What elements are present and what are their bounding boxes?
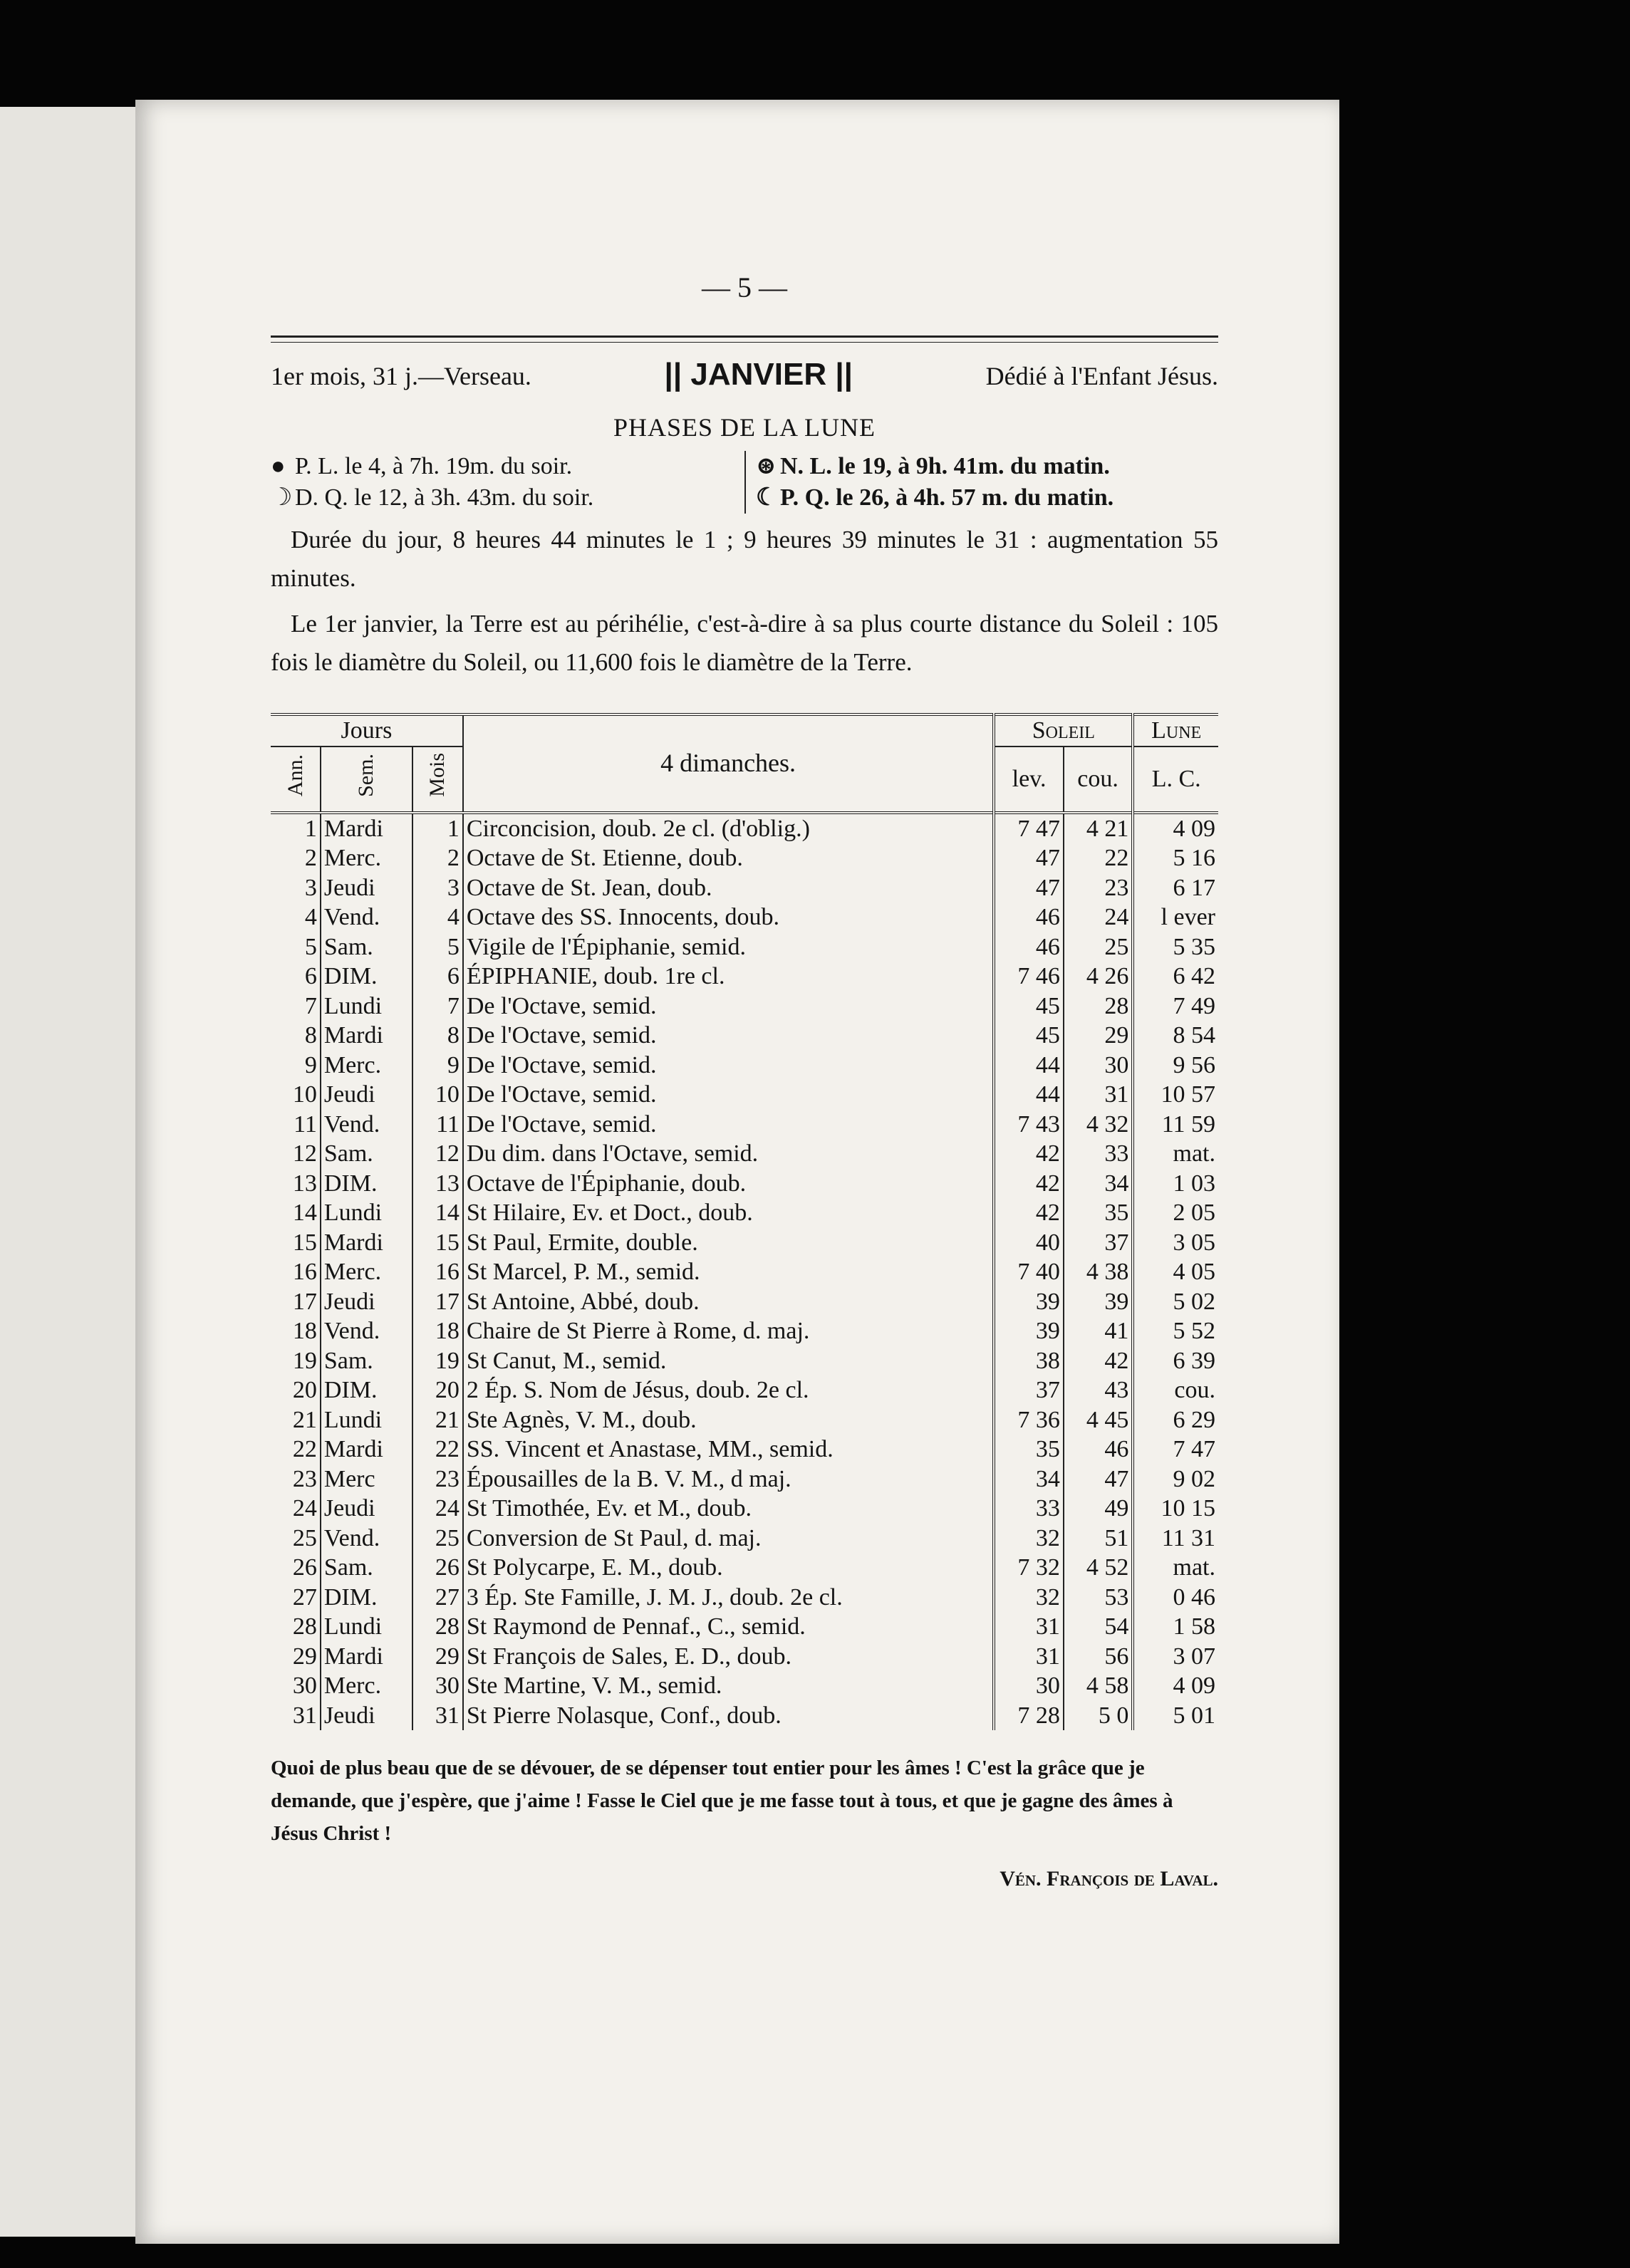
- table-row: [271, 1642, 1218, 1672]
- moon-time-cell: 11 31: [1133, 1524, 1218, 1554]
- day-of-month-cell: 22: [412, 1435, 463, 1465]
- table-row: [271, 902, 1218, 932]
- moon-time-cell: 4 09: [1133, 813, 1218, 844]
- table-row: [271, 1671, 1218, 1701]
- phase-first-quarter: [744, 482, 1218, 514]
- day-of-year-cell: 27: [292, 1583, 317, 1611]
- day-of-year-cell: 5: [304, 933, 317, 960]
- weekday-cell: Mardi: [321, 1021, 412, 1051]
- feast-cell: Du dim. dans l'Octave, semid.: [463, 1139, 994, 1169]
- calendar-table: [271, 713, 1218, 1730]
- feast-cell: De l'Octave, semid.: [463, 1021, 994, 1051]
- moon-time-cell: 7 49: [1133, 992, 1218, 1021]
- moon-time-cell: 5 16: [1133, 843, 1218, 873]
- table-row: [271, 1346, 1218, 1376]
- first-quarter-icon: ☾: [756, 484, 778, 511]
- sunrise-cell: 33: [994, 1494, 1064, 1524]
- sunrise-cell: 7 46: [994, 962, 1064, 992]
- table-row: [271, 1465, 1218, 1494]
- feast-cell: Épousailles de la B. V. M., d maj.: [463, 1465, 994, 1494]
- phase-text: N. L. le 19, à 9h. 41m. du matin.: [780, 453, 1110, 479]
- day-of-year-cell: 14: [292, 1200, 317, 1226]
- feast-cell: Ste Martine, V. M., semid.: [463, 1671, 994, 1701]
- sunset-cell: 33: [1064, 1139, 1133, 1169]
- weekday-cell: Vend.: [321, 1110, 412, 1140]
- weekday-cell: Jeudi: [321, 1080, 412, 1110]
- day-of-month-cell: 18: [412, 1316, 463, 1346]
- lc-header: L. C.: [1133, 747, 1218, 813]
- feast-cell: De l'Octave, semid.: [463, 992, 994, 1021]
- table-row: [271, 1139, 1218, 1169]
- sunrise-cell: 45: [994, 992, 1064, 1021]
- day-of-month-cell: 26: [412, 1553, 463, 1583]
- day-of-year-cell: 18: [292, 1318, 317, 1344]
- moon-time-cell: 6 29: [1133, 1405, 1218, 1435]
- moon-time-cell: 3 05: [1133, 1228, 1218, 1258]
- moon-time-cell: 7 47: [1133, 1435, 1218, 1465]
- day-of-year-cell: 8: [304, 1022, 317, 1049]
- table-row: [271, 1169, 1218, 1199]
- day-of-month-cell: 25: [412, 1524, 463, 1554]
- feast-cell: De l'Octave, semid.: [463, 1051, 994, 1081]
- month-info: 1er mois, 31 j.—Verseau.: [271, 362, 531, 390]
- feast-cell: Octave des SS. Innocents, doub.: [463, 902, 994, 932]
- day-of-month-cell: 7: [412, 992, 463, 1021]
- sunrise-cell: 44: [994, 1051, 1064, 1081]
- feast-cell: 3 Ép. Ste Famille, J. M. J., doub. 2e cl.: [463, 1583, 994, 1613]
- table-row: [271, 932, 1218, 962]
- sunrise-cell: 31: [994, 1642, 1064, 1672]
- weekday-cell: Sam.: [321, 932, 412, 962]
- feast-cell: De l'Octave, semid.: [463, 1110, 994, 1140]
- feast-cell: Octave de l'Épiphanie, doub.: [463, 1169, 994, 1199]
- day-of-month-cell: 4: [412, 902, 463, 932]
- cou-header: cou.: [1064, 747, 1133, 813]
- sunset-cell: 49: [1064, 1494, 1133, 1524]
- sunset-cell: 53: [1064, 1583, 1133, 1613]
- table-row: [271, 962, 1218, 992]
- moon-phases: [271, 451, 1218, 514]
- sunset-cell: 34: [1064, 1169, 1133, 1199]
- table-row: [271, 843, 1218, 873]
- weekday-cell: Jeudi: [321, 1701, 412, 1731]
- phase-full-moon: [271, 451, 744, 482]
- sunset-cell: 4 32: [1064, 1110, 1133, 1140]
- day-of-month-cell: 16: [412, 1257, 463, 1287]
- perihelion-paragraph: Le 1er janvier, la Terre est au périhélie, c'est-à-dire à sa plus courte distance du Soleil : 105 fois le diamètre du Soleil, ou 11,600 fois le diamètre de la Terre.: [271, 610, 1218, 676]
- table-row: [271, 1701, 1218, 1731]
- day-of-year-cell: 11: [294, 1110, 317, 1138]
- sunset-cell: 56: [1064, 1642, 1133, 1672]
- previous-page-edge: [0, 107, 146, 2237]
- table-row: [271, 1524, 1218, 1554]
- day-of-year-cell: 28: [292, 1613, 317, 1640]
- sunrise-cell: 45: [994, 1021, 1064, 1051]
- phase-text: P. Q. le 26, à 4h. 57 m. du matin.: [780, 484, 1114, 511]
- day-of-year-cell: 2: [304, 845, 317, 871]
- day-of-month-cell: 31: [412, 1701, 463, 1731]
- sunset-cell: 46: [1064, 1435, 1133, 1465]
- sunrise-cell: 7 28: [994, 1701, 1064, 1731]
- weekday-cell: Mardi: [321, 1642, 412, 1672]
- day-of-year-cell: 1: [304, 815, 317, 842]
- sunrise-cell: 7 40: [994, 1257, 1064, 1287]
- sunrise-cell: 37: [994, 1375, 1064, 1405]
- sunrise-cell: 32: [994, 1524, 1064, 1554]
- sunrise-cell: 7 43: [994, 1110, 1064, 1140]
- moon-time-cell: 9 02: [1133, 1465, 1218, 1494]
- page-content: [271, 271, 1218, 1891]
- sunrise-cell: 32: [994, 1583, 1064, 1613]
- feast-cell: Circoncision, doub. 2e cl. (d'oblig.): [463, 813, 994, 844]
- moon-time-cell: 11 59: [1133, 1110, 1218, 1140]
- moon-time-cell: 1 03: [1133, 1169, 1218, 1199]
- day-of-month-cell: 13: [412, 1169, 463, 1199]
- sunset-cell: 41: [1064, 1316, 1133, 1346]
- table-row: [271, 1051, 1218, 1081]
- table-row: [271, 873, 1218, 903]
- phase-last-quarter: [271, 482, 744, 514]
- day-of-year-cell: 15: [292, 1229, 317, 1256]
- table-row: [271, 1494, 1218, 1524]
- weekday-cell: Merc: [321, 1465, 412, 1494]
- sunset-cell: 29: [1064, 1021, 1133, 1051]
- day-of-year-cell: 30: [292, 1673, 317, 1699]
- sunrise-cell: 34: [994, 1465, 1064, 1494]
- day-of-month-cell: 23: [412, 1465, 463, 1494]
- day-of-year-cell: 3: [304, 874, 317, 901]
- moon-time-cell: mat.: [1133, 1139, 1218, 1169]
- day-of-month-cell: 24: [412, 1494, 463, 1524]
- sunset-cell: 54: [1064, 1612, 1133, 1642]
- table-row: [271, 1228, 1218, 1258]
- weekday-cell: Jeudi: [321, 1494, 412, 1524]
- day-of-year-cell: 10: [292, 1081, 317, 1108]
- day-of-month-cell: 20: [412, 1375, 463, 1405]
- weekday-cell: Vend.: [321, 902, 412, 932]
- sunrise-cell: 7 47: [994, 813, 1064, 844]
- table-row: [271, 1287, 1218, 1317]
- sunset-cell: 4 45: [1064, 1405, 1133, 1435]
- day-of-year-cell: 16: [292, 1259, 317, 1285]
- table-row: [271, 1553, 1218, 1583]
- sunset-cell: 31: [1064, 1080, 1133, 1110]
- sunset-cell: 22: [1064, 843, 1133, 873]
- day-of-year-cell: 12: [292, 1140, 317, 1167]
- weekday-cell: Lundi: [321, 1198, 412, 1228]
- feast-cell: Conversion de St Paul, d. maj.: [463, 1524, 994, 1554]
- day-of-month-cell: 14: [412, 1198, 463, 1228]
- day-of-year-cell: 6: [304, 963, 317, 989]
- day-of-year-cell: 19: [292, 1347, 317, 1374]
- feast-cell: St Timothée, Ev. et M., doub.: [463, 1494, 994, 1524]
- moon-time-cell: 6 42: [1133, 962, 1218, 992]
- weekday-cell: Sam.: [321, 1139, 412, 1169]
- table-row: [271, 1375, 1218, 1405]
- weekday-cell: DIM.: [321, 1375, 412, 1405]
- table-row: [271, 1316, 1218, 1346]
- table-row: [271, 1435, 1218, 1465]
- moon-time-cell: mat.: [1133, 1553, 1218, 1583]
- quote-text: Quoi de plus beau que de se dévouer, de se dépenser tout entier pour les âmes ! C'est la grâce que je demande, que j'espère, que j'aime ! Fasse le Ciel que je me fasse tout à tous, et que je gagne des âmes à Jésus Christ !: [271, 1757, 1173, 1845]
- phase-text: D. Q. le 12, à 3h. 43m. du soir.: [295, 484, 594, 511]
- feast-cell: St Polycarpe, E. M., doub.: [463, 1553, 994, 1583]
- table-row: [271, 813, 1218, 844]
- weekday-cell: DIM.: [321, 1583, 412, 1613]
- sunset-cell: 4 21: [1064, 813, 1133, 844]
- sunset-cell: 39: [1064, 1287, 1133, 1317]
- weekday-cell: Merc.: [321, 1257, 412, 1287]
- feast-cell: ÉPIPHANIE, doub. 1re cl.: [463, 962, 994, 992]
- sunrise-cell: 7 32: [994, 1553, 1064, 1583]
- day-of-year-cell: 21: [292, 1406, 317, 1433]
- table-row: [271, 1257, 1218, 1287]
- sunrise-cell: 35: [994, 1435, 1064, 1465]
- day-of-month-cell: 10: [412, 1080, 463, 1110]
- month-title: || JANVIER ||: [664, 357, 853, 392]
- day-of-month-cell: 28: [412, 1612, 463, 1642]
- feast-cell: Vigile de l'Épiphanie, semid.: [463, 932, 994, 962]
- sunset-cell: 23: [1064, 873, 1133, 903]
- soleil-header: Soleil: [994, 714, 1133, 747]
- moon-time-cell: 5 02: [1133, 1287, 1218, 1317]
- day-of-month-cell: 5: [412, 932, 463, 962]
- feast-cell: St Marcel, P. M., semid.: [463, 1257, 994, 1287]
- day-of-month-cell: 11: [412, 1110, 463, 1140]
- day-of-month-cell: 29: [412, 1642, 463, 1672]
- last-quarter-icon: ☽: [271, 484, 293, 511]
- feast-cell: Octave de St. Etienne, doub.: [463, 843, 994, 873]
- moon-time-cell: 3 07: [1133, 1642, 1218, 1672]
- moon-time-cell: 2 05: [1133, 1198, 1218, 1228]
- day-of-month-cell: 21: [412, 1405, 463, 1435]
- day-of-month-cell: 9: [412, 1051, 463, 1081]
- day-of-month-cell: 27: [412, 1583, 463, 1613]
- sunrise-cell: 46: [994, 932, 1064, 962]
- calendar-body: [271, 813, 1218, 1731]
- moon-time-cell: 10 15: [1133, 1494, 1218, 1524]
- day-of-year-cell: 20: [292, 1377, 317, 1403]
- sunrise-cell: 42: [994, 1198, 1064, 1228]
- sunset-cell: 4 26: [1064, 962, 1133, 992]
- ann-header: Ann.: [283, 754, 307, 796]
- sunset-cell: 4 38: [1064, 1257, 1133, 1287]
- table-row: [271, 1405, 1218, 1435]
- sunset-cell: 47: [1064, 1465, 1133, 1494]
- day-of-month-cell: 12: [412, 1139, 463, 1169]
- moon-time-cell: 10 57: [1133, 1080, 1218, 1110]
- day-of-month-cell: 30: [412, 1671, 463, 1701]
- weekday-cell: Mardi: [321, 813, 412, 844]
- feast-cell: SS. Vincent et Anastase, MM., semid.: [463, 1435, 994, 1465]
- moon-phases-title: PHASES DE LA LUNE: [613, 413, 876, 442]
- sunrise-cell: 31: [994, 1612, 1064, 1642]
- weekday-cell: Sam.: [321, 1346, 412, 1376]
- table-row: [271, 1583, 1218, 1613]
- day-of-month-cell: 3: [412, 873, 463, 903]
- moon-time-cell: 9 56: [1133, 1051, 1218, 1081]
- feast-cell: Ste Agnès, V. M., doub.: [463, 1405, 994, 1435]
- weekday-cell: Jeudi: [321, 1287, 412, 1317]
- weekday-cell: Mardi: [321, 1228, 412, 1258]
- sunset-cell: 4 52: [1064, 1553, 1133, 1583]
- dimanches-header: 4 dimanches.: [463, 714, 994, 813]
- sunset-cell: 51: [1064, 1524, 1133, 1554]
- quote-signature: Vén. François de Laval.: [1000, 1867, 1218, 1890]
- day-of-month-cell: 2: [412, 843, 463, 873]
- day-of-year-cell: 25: [292, 1524, 317, 1551]
- weekday-cell: Vend.: [321, 1524, 412, 1554]
- new-moon-icon: ⊛: [756, 453, 777, 479]
- weekday-cell: Mardi: [321, 1435, 412, 1465]
- moon-time-cell: 6 17: [1133, 873, 1218, 903]
- day-of-year-cell: 23: [292, 1465, 317, 1492]
- moon-time-cell: 5 35: [1133, 932, 1218, 962]
- day-of-year-cell: 29: [292, 1643, 317, 1670]
- weekday-cell: Merc.: [321, 1671, 412, 1701]
- feast-cell: St Pierre Nolasque, Conf., doub.: [463, 1701, 994, 1731]
- table-row: [271, 1021, 1218, 1051]
- moon-time-cell: 5 52: [1133, 1316, 1218, 1346]
- phase-text: P. L. le 4, à 7h. 19m. du soir.: [295, 453, 573, 479]
- weekday-cell: DIM.: [321, 1169, 412, 1199]
- day-of-month-cell: 15: [412, 1228, 463, 1258]
- weekday-cell: DIM.: [321, 962, 412, 992]
- sunset-cell: 35: [1064, 1198, 1133, 1228]
- day-length-paragraph: Durée du jour, 8 heures 44 minutes le 1 ; 9 heures 39 minutes le 31 : augmentation 55 minutes.: [271, 526, 1218, 592]
- sunrise-cell: 30: [994, 1671, 1064, 1701]
- moon-time-cell: cou.: [1133, 1375, 1218, 1405]
- sunset-cell: 42: [1064, 1346, 1133, 1376]
- day-of-year-cell: 7: [304, 992, 317, 1019]
- sunrise-cell: 46: [994, 902, 1064, 932]
- feast-cell: St Paul, Ermite, double.: [463, 1228, 994, 1258]
- sunset-cell: 5 0: [1064, 1701, 1133, 1731]
- feast-cell: St Canut, M., semid.: [463, 1346, 994, 1376]
- day-of-year-cell: 17: [292, 1288, 317, 1315]
- weekday-cell: Merc.: [321, 843, 412, 873]
- weekday-cell: Merc.: [321, 1051, 412, 1081]
- table-row: [271, 1198, 1218, 1228]
- feast-cell: St François de Sales, E. D., doub.: [463, 1642, 994, 1672]
- sunrise-cell: 44: [994, 1080, 1064, 1110]
- page-number: — 5 —: [702, 271, 787, 303]
- full-moon-icon: ●: [271, 453, 286, 479]
- header-rule: [271, 335, 1218, 343]
- mois-header: Mois: [425, 753, 450, 798]
- phase-new-moon: [744, 451, 1218, 482]
- day-of-month-cell: 1: [412, 813, 463, 844]
- day-of-year-cell: 22: [292, 1436, 317, 1462]
- day-of-month-cell: 19: [412, 1346, 463, 1376]
- sunrise-cell: 42: [994, 1139, 1064, 1169]
- day-of-year-cell: 9: [304, 1051, 317, 1078]
- dedication: Dédié à l'Enfant Jésus.: [985, 362, 1218, 390]
- weekday-cell: Lundi: [321, 1405, 412, 1435]
- feast-cell: De l'Octave, semid.: [463, 1080, 994, 1110]
- table-row: [271, 1080, 1218, 1110]
- feast-cell: St Hilaire, Ev. et Doct., doub.: [463, 1198, 994, 1228]
- day-of-month-cell: 6: [412, 962, 463, 992]
- sunset-cell: 28: [1064, 992, 1133, 1021]
- sunset-cell: 24: [1064, 902, 1133, 932]
- moon-time-cell: 0 46: [1133, 1583, 1218, 1613]
- day-of-year-cell: 24: [292, 1495, 317, 1521]
- month-header: [271, 357, 1218, 392]
- feast-cell: 2 Ép. S. Nom de Jésus, doub. 2e cl.: [463, 1375, 994, 1405]
- sunset-cell: 4 58: [1064, 1671, 1133, 1701]
- sunrise-cell: 47: [994, 873, 1064, 903]
- moon-time-cell: 8 54: [1133, 1021, 1218, 1051]
- day-of-year-cell: 4: [304, 904, 317, 930]
- lev-header: lev.: [994, 747, 1064, 813]
- sunset-cell: 43: [1064, 1375, 1133, 1405]
- feast-cell: Octave de St. Jean, doub.: [463, 873, 994, 903]
- day-of-year-cell: 31: [292, 1702, 317, 1729]
- weekday-cell: Vend.: [321, 1316, 412, 1346]
- moon-time-cell: 6 39: [1133, 1346, 1218, 1376]
- moon-time-cell: 4 09: [1133, 1671, 1218, 1701]
- feast-cell: Chaire de St Pierre à Rome, d. maj.: [463, 1316, 994, 1346]
- sunset-cell: 25: [1064, 932, 1133, 962]
- table-row: [271, 992, 1218, 1021]
- weekday-cell: Lundi: [321, 1612, 412, 1642]
- day-of-month-cell: 17: [412, 1287, 463, 1317]
- sunrise-cell: 47: [994, 843, 1064, 873]
- day-of-year-cell: 13: [292, 1170, 317, 1197]
- sunset-cell: 30: [1064, 1051, 1133, 1081]
- table-row: [271, 1612, 1218, 1642]
- feast-cell: St Antoine, Abbé, doub.: [463, 1287, 994, 1317]
- feast-cell: St Raymond de Pennaf., C., semid.: [463, 1612, 994, 1642]
- sunrise-cell: 7 36: [994, 1405, 1064, 1435]
- sunrise-cell: 39: [994, 1287, 1064, 1317]
- jours-header: Jours: [271, 714, 463, 747]
- weekday-cell: Lundi: [321, 992, 412, 1021]
- sunrise-cell: 39: [994, 1316, 1064, 1346]
- sunrise-cell: 40: [994, 1228, 1064, 1258]
- lune-header: Lune: [1133, 714, 1218, 747]
- moon-time-cell: 5 01: [1133, 1701, 1218, 1731]
- moon-time-cell: 4 05: [1133, 1257, 1218, 1287]
- sem-header: Sem.: [354, 753, 378, 797]
- table-row: [271, 1110, 1218, 1140]
- moon-time-cell: l ever: [1133, 902, 1218, 932]
- month-name: JANVIER: [690, 357, 827, 392]
- sunset-cell: 37: [1064, 1228, 1133, 1258]
- sunrise-cell: 38: [994, 1346, 1064, 1376]
- weekday-cell: Jeudi: [321, 873, 412, 903]
- moon-time-cell: 1 58: [1133, 1612, 1218, 1642]
- sunrise-cell: 42: [994, 1169, 1064, 1199]
- weekday-cell: Sam.: [321, 1553, 412, 1583]
- day-of-year-cell: 26: [292, 1554, 317, 1581]
- day-of-month-cell: 8: [412, 1021, 463, 1051]
